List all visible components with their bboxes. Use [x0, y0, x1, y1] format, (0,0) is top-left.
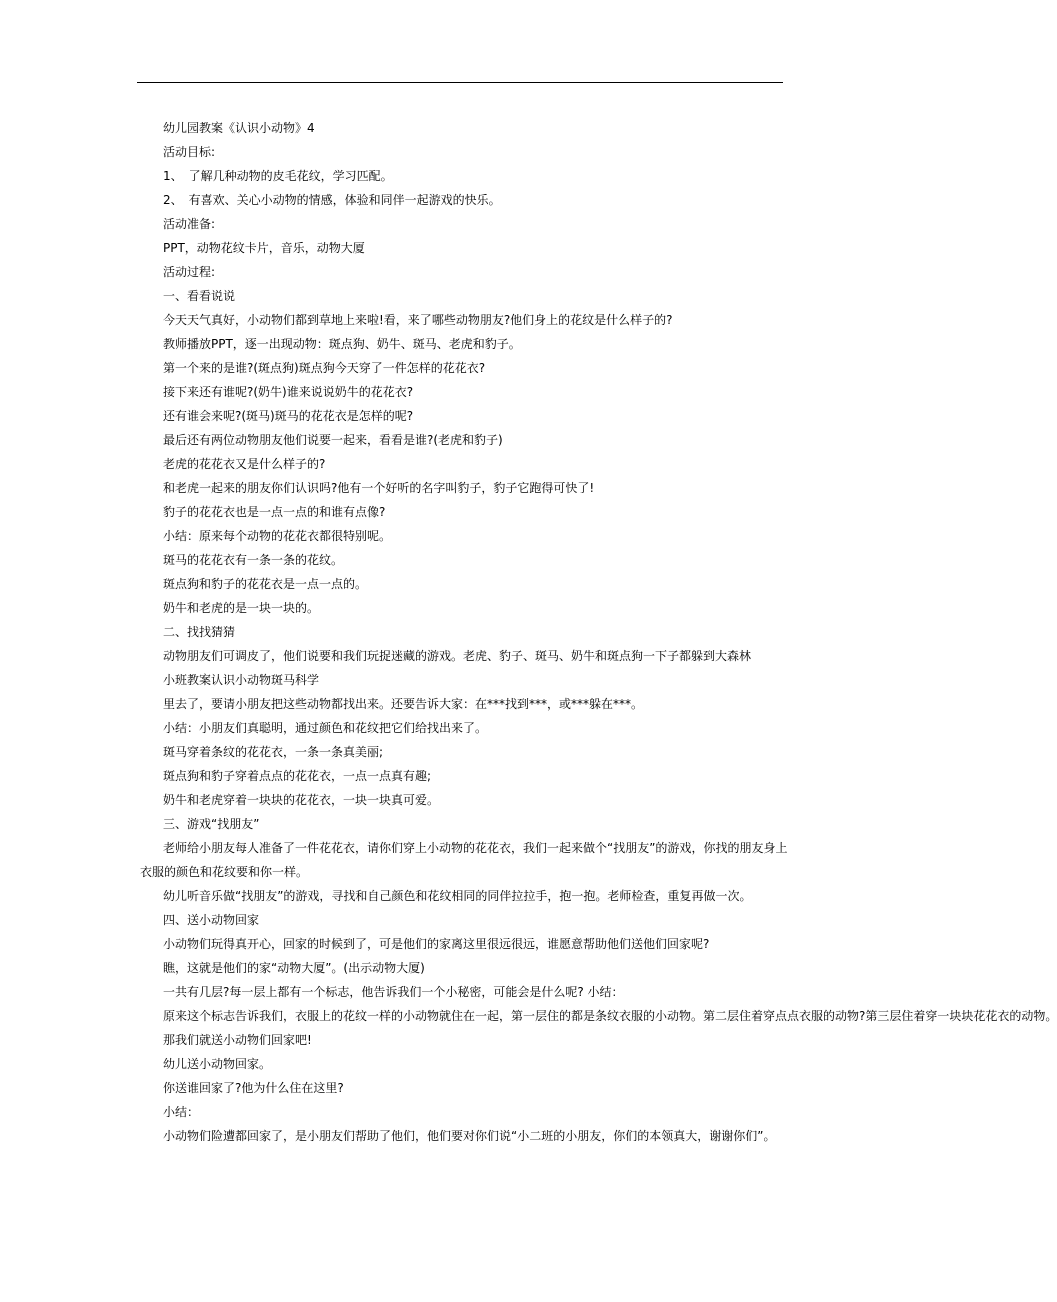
- paragraph-line: 二、找找猜猜: [163, 625, 236, 639]
- paragraph-line: 小结：原来每个动物的花花衣都很特别呢。: [163, 529, 392, 543]
- paragraph-line: 最后还有两位动物朋友他们说要一起来，看看是谁?(老虎和豹子): [163, 433, 503, 447]
- paragraph-line: 2、 有喜欢、关心小动物的情感，体验和同伴一起游戏的快乐。: [163, 193, 501, 207]
- paragraph-line: PPT，动物花纹卡片，音乐，动物大厦: [163, 241, 365, 255]
- header-rule: [137, 82, 783, 83]
- paragraph-line: 四、送小动物回家: [163, 913, 260, 927]
- paragraph-line: 教师播放PPT，逐一出现动物：斑点狗、奶牛、斑马、老虎和豹子。: [163, 337, 521, 351]
- paragraph-line: 三、游戏“找朋友”: [163, 817, 260, 831]
- document-body: [140, 116, 1057, 1148]
- paragraph-line: 活动目标:: [163, 145, 216, 159]
- paragraph-line: 斑马的花花衣有一条一条的花纹。: [163, 553, 344, 567]
- paragraph-line: 那我们就送小动物们回家吧!: [163, 1033, 312, 1047]
- document-title: 幼儿园教案《认识小动物》4: [163, 121, 315, 135]
- paragraph-line: 幼儿听音乐做“找朋友”的游戏，寻找和自己颜色和花纹相同的同伴拉拉手，抱一抱。老师检查，重复再做一次。: [163, 889, 752, 903]
- paragraph-line: 小动物们险遭都回家了，是小朋友们帮助了他们，他们要对你们说“小二班的小朋友，你们的本领真大，谢谢你们”。: [163, 1129, 776, 1143]
- paragraph-line: 小结：: [163, 1105, 200, 1119]
- paragraph-line: 活动准备:: [163, 217, 216, 231]
- paragraph-line: 幼儿送小动物回家。: [163, 1057, 272, 1071]
- paragraph-line: 斑点狗和豹子穿着点点的花花衣，一点一点真有趣;: [163, 769, 432, 783]
- paragraph-line: 斑马穿着条纹的花花衣，一条一条真美丽;: [163, 745, 384, 759]
- paragraph-line: 老师给小朋友每人准备了一件花花衣，请你们穿上小动物的花花衣，我们一起来做个“找朋友”的游戏，你找的朋友身上衣服的颜色和花纹要和你一样。: [140, 841, 788, 879]
- paragraph-line: 小结：小朋友们真聪明，通过颜色和花纹把它们给找出来了。: [163, 721, 488, 735]
- paragraph-line: 奶牛和老虎的是一块一块的。: [163, 601, 320, 615]
- paragraph-line: 一、看看说说: [163, 289, 236, 303]
- paragraph-line: 奶牛和老虎穿着一块块的花花衣，一块一块真可爱。: [163, 793, 440, 807]
- paragraph-line: 今天天气真好，小动物们都到草地上来啦!看，来了哪些动物朋友?他们身上的花纹是什么样子的?: [163, 313, 673, 327]
- paragraph-line: 一共有几层?每一层上都有一个标志，他告诉我们一个小秘密，可能会是什么呢? 小结：: [163, 985, 624, 999]
- paragraph-line: 和老虎一起来的朋友你们认识吗?他有一个好听的名字叫豹子，豹子它跑得可快了!: [163, 481, 595, 495]
- paragraph-line: 第一个来的是谁?(斑点狗)斑点狗今天穿了一件怎样的花花衣?: [163, 361, 486, 375]
- paragraph-line: 1、 了解几种动物的皮毛花纹，学习匹配。: [163, 169, 393, 183]
- paragraph-line: 活动过程:: [163, 265, 216, 279]
- paragraph-line: 小班教案认识小动物斑马科学: [163, 673, 320, 687]
- document-lines: [140, 140, 1057, 1148]
- paragraph-line: 斑点狗和豹子的花花衣是一点一点的。: [163, 577, 368, 591]
- paragraph-line: 老虎的花花衣又是什么样子的?: [163, 457, 326, 471]
- paragraph-line: 动物朋友们可调皮了，他们说要和我们玩捉迷藏的游戏。老虎、豹子、斑马、奶牛和斑点狗一下子都躲到大森林: [163, 649, 752, 663]
- paragraph-line: 瞧，这就是他们的家“动物大厦”。(出示动物大厦): [163, 961, 425, 975]
- paragraph-line: 豹子的花花衣也是一点一点的和谁有点像?: [163, 505, 386, 519]
- paragraph-line: 里去了，要请小朋友把这些动物都找出来。还要告诉大家：在***找到***，或***躲在***。: [163, 697, 644, 711]
- paragraph-line: 接下来还有谁呢?(奶牛)谁来说说奶牛的花花衣?: [163, 385, 414, 399]
- paragraph-line: 原来这个标志告诉我们，衣服上的花纹一样的小动物就住在一起，第一层住的都是条纹衣服的小动物。第二层住着穿点点衣服的动物?第三层住着穿一块块花花衣的动物。: [163, 1009, 1057, 1023]
- paragraph-line: 小动物们玩得真开心，回家的时候到了，可是他们的家离这里很远很远，谁愿意帮助他们送他们回家呢?: [163, 937, 710, 951]
- paragraph-line: 还有谁会来呢?(斑马)斑马的花花衣是怎样的呢?: [163, 409, 414, 423]
- paragraph-line: 你送谁回家了?他为什么住在这里?: [163, 1081, 344, 1095]
